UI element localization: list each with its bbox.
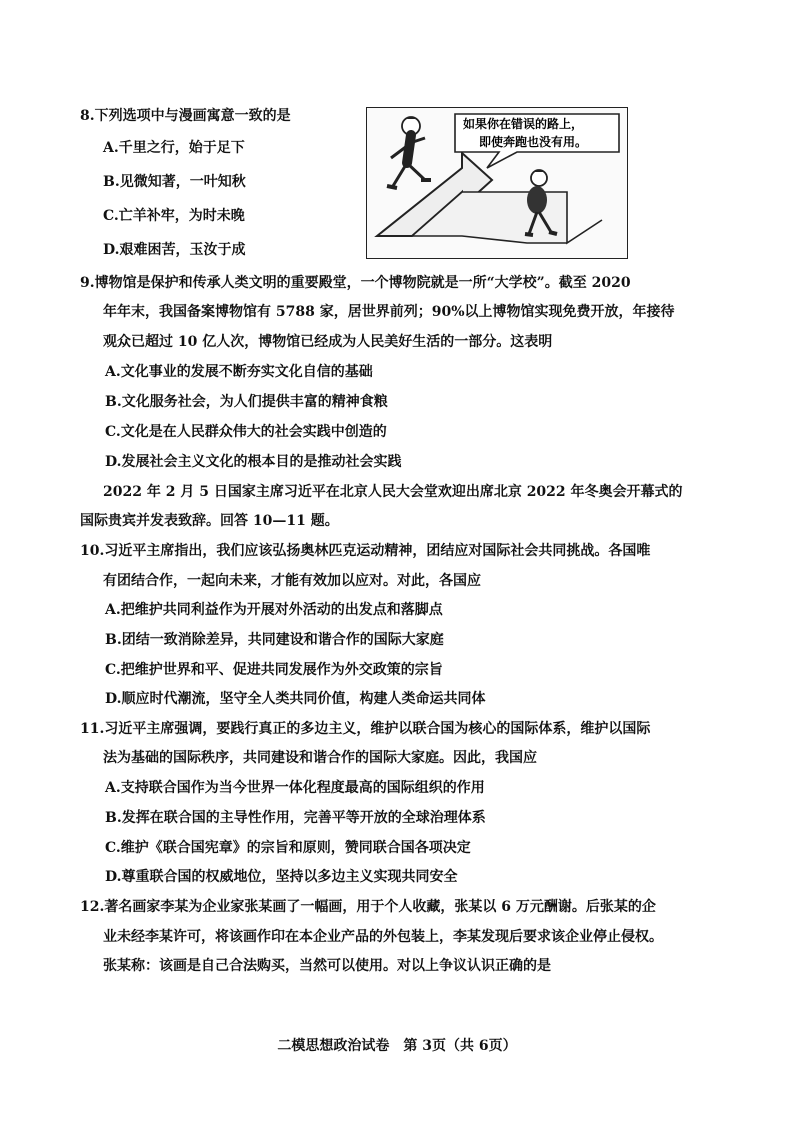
q10-option-a: A.把维护共同利益作为开展对外活动的出发点和落脚点 [105, 602, 443, 618]
q8-option-a: A.千里之行，始于足下 [103, 140, 245, 156]
q8-option-d: D.艰难困苦，玉汝于成 [103, 242, 246, 258]
q10-line-1: 10.习近平主席指出，我们应该弘扬奥林匹克运动精神，团结应对国际社会共同挑战。各国唯 [80, 543, 651, 559]
q8-option-c: C.亡羊补牢，为时未晚 [103, 208, 245, 224]
q11-option-a: A.支持联合国作为当今世界一体化程度最高的国际组织的作用 [105, 780, 485, 796]
runner-figure [387, 117, 431, 189]
comic-speech-line-2: 即使奔跑也没有用。 [479, 135, 588, 149]
q12-line-2: 业未经李某许可，将该画作印在本企业产品的外包装上，李某发现后要求该企业停止侵权。 [103, 929, 663, 945]
comic-illustration [366, 107, 628, 259]
q11-option-c: C.维护《联合国宪章》的宗旨和原则，赞同联合国各项决定 [105, 840, 471, 856]
q11-option-d: D.尊重联合国的权威地位，坚持以多边主义实现共同安全 [105, 869, 458, 885]
q12-line-1: 12.著名画家李某为企业家张某画了一幅画，用于个人收藏，张某以 6 万元酬谢。后张某的企 [80, 899, 656, 915]
q11-option-b: B.发挥在联合国的主导性作用，完善平等开放的全球治理体系 [105, 810, 486, 826]
comic-speech-line-1: 如果你在错误的路上， [463, 117, 584, 131]
page-footer: 二模思想政治试卷 第 3页（共 6页） [277, 1038, 517, 1054]
context-line-1: 2022 年 2 月 5 日国家主席习近平在北京人民大会堂欢迎出席北京 2022 年冬奥会开幕式的 [103, 484, 683, 500]
q10-option-b: B.团结一致消除差异，共同建设和谐合作的国际大家庭 [105, 632, 444, 648]
comic-drawing [367, 108, 627, 258]
q11-line-2: 法为基础的国际秩序，共同建设和谐合作的国际大家庭。因此，我国应 [103, 750, 537, 766]
q9-option-a: A.文化事业的发展不断夯实文化自信的基础 [105, 364, 373, 380]
q11-line-1: 11.习近平主席强调，要践行真正的多边主义，维护以联合国为核心的国际体系，维护以国际 [80, 721, 651, 737]
q9-option-d: D.发展社会主义文化的根本目的是推动社会实践 [105, 454, 402, 470]
q10-option-d: D.顺应时代潮流，坚守全人类共同价值，构建人类命运共同体 [105, 691, 486, 707]
q8-option-b: B.见微知著，一叶知秋 [103, 174, 246, 190]
q12-line-3: 张某称：该画是自己合法购买，当然可以使用。对以上争议认识正确的是 [103, 958, 551, 974]
q9-line-2: 年年末，我国备案博物馆有 5788 家，居世界前列；90%以上博物馆实现免费开放，年接待 [103, 304, 675, 320]
q9-option-b: B.文化服务社会，为人们提供丰富的精神食粮 [105, 394, 388, 410]
q8-stem: 8.下列选项中与漫画寓意一致的是 [80, 108, 291, 124]
q9-option-c: C.文化是在人民群众伟大的社会实践中创造的 [105, 424, 387, 440]
q9-line-1: 9.博物馆是保护和传承人类文明的重要殿堂，一个博物院就是一所“大学校”。截至 2020 [80, 275, 631, 291]
q10-line-2: 有团结合作，一起向未来，才能有效加以应对。对此，各国应 [103, 573, 481, 589]
context-line-2: 国际贵宾并发表致辞。回答 10—11 题。 [80, 513, 339, 529]
q9-line-3: 观众已超过 10 亿人次，博物馆已经成为人民美好生活的一部分。这表明 [103, 334, 553, 350]
q10-option-c: C.把维护世界和平、促进共同发展作为外交政策的宗旨 [105, 662, 443, 678]
